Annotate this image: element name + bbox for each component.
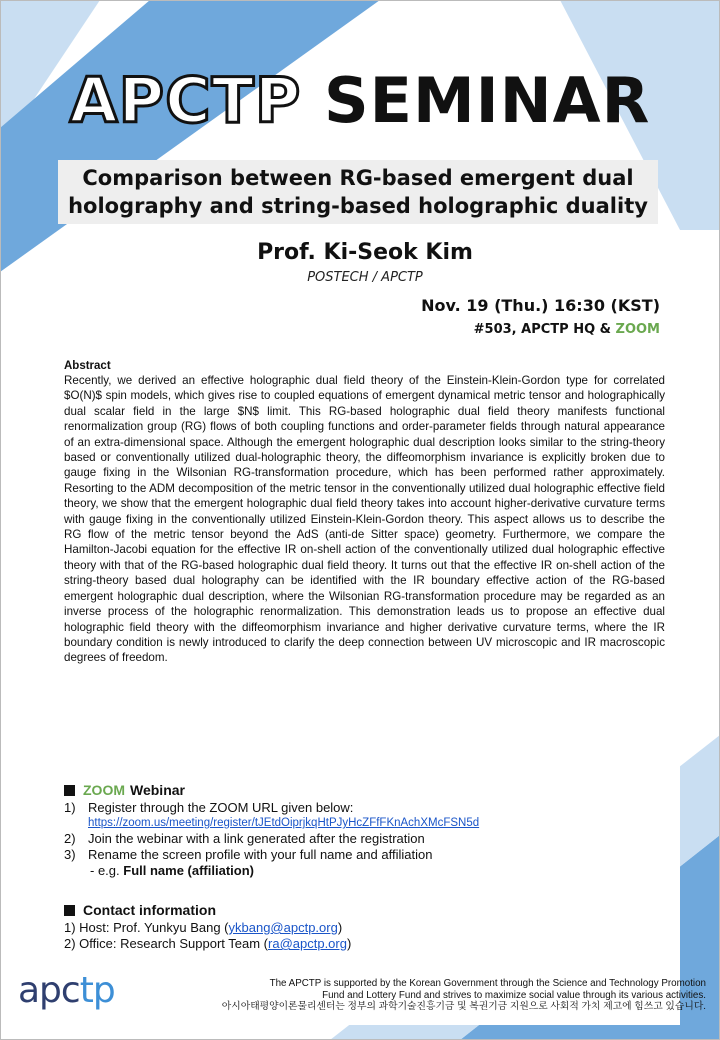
square-bullet-icon — [64, 785, 75, 796]
host-email-link[interactable]: ykbang@apctp.org — [228, 920, 338, 935]
title-seminar: SEMINAR — [323, 64, 651, 137]
webinar-step-1 — [64, 800, 624, 816]
talk-title-box — [58, 160, 658, 224]
registration-link-row — [64, 816, 624, 831]
step-number: 1) — [64, 800, 76, 815]
office-email-link[interactable]: ra@apctp.org — [268, 936, 347, 951]
webinar-heading — [64, 782, 624, 798]
abstract-text: Recently, we derived an effective holographic dual field theory of the Einstein-Klein-Gordon type for correlated $O(N)$ spin models, which gives rise to coupled equations of emergent dynamical metric tensor and holographically dual scalar field in the large $N$ limit. This RG-based holographic dual field theory manifests functional renormalization group (RG) flows of both coupling functions and order-parameter fields through natural appearance of an extra-dimensional space. Although the emergent holographic dual description looks similar to the string-theory based or conventionally utilized dual-holographic theory, the diffeomorphism invariance is explicitly broken due to gauge fixing in the Wilsonian RG-transformation procedure, which has been performed rather approximately. Resorting to the ADM decomposition of the metric tensor in the conventionally utilized dual holographic effective field theory, we show that the emergent holographic dual field theory takes into account higher-derivative curvature terms with gauge fixing in the conventionally utilized Einstein-Klein-Gordon theory. This aspect allows us to describe the RG flow of the metric tensor beyond the AdS (anti-de Sitter space) geometry. Furthermore, we compare the Hamilton-Jacobi equation for the effective IR on-shell action of the conventionally utilized dual holographic effective theory with that of the RG-based holographic dual field theory. It turns out that the effective IR on-shell action of the string-theory based dual holography can be identified with the IR boundary effective action of the RG-based emergent holographic dual description, where the Wilsonian RG-transformation procedure may be regarded as an inverse process of the holographic renormalization. This demonstration leads us to propose an effective dual holographic field theory with the diffeomorphism invariance and higher derivative curvature terms, where the IR boundary condition is newly introduced to clarify the deep connection between UV microscopic and IR macroscopic degrees of freedom. — [64, 374, 665, 665]
footer-line-3: 아시아태평양이론물리센터는 정부의 과학기술진흥기금 및 복권기금 지원으로 사회적 가치 제고에 힘쓰고 있습니다. — [221, 1001, 706, 1012]
webinar-zoom-word: ZOOM — [83, 782, 125, 798]
abstract-heading: Abstract — [64, 360, 111, 372]
venue-location: #503, APCTP HQ & — [473, 322, 616, 337]
poster-title — [0, 64, 720, 137]
step-number: 2) — [64, 831, 76, 846]
title-apctp: APCTP — [69, 64, 302, 137]
webinar-step-2 — [64, 831, 624, 847]
talk-title: Comparison between RG-based emergent dual holography and string-based holographic duality — [68, 166, 648, 218]
talk-venue — [474, 322, 660, 337]
example-prefix: - e.g. — [90, 863, 124, 878]
host-prefix: 1) Host: Prof. Yunkyu Bang ( — [64, 920, 229, 935]
apctp-logo — [18, 970, 115, 1011]
footer-line-2: Fund and Lottery Fund and strives to maximize social value through its various activities. — [322, 989, 706, 1001]
step-number: 3) — [64, 847, 76, 862]
speaker-affiliation: POSTECH / APCTP — [307, 270, 423, 285]
footer-line-1: The APCTP is supported by the Korean Government through the Science and Technology Promotion — [269, 978, 706, 989]
venue-zoom: ZOOM — [615, 322, 660, 337]
step-text: Join the webinar with a link generated after the registration — [88, 831, 425, 846]
contact-office — [64, 936, 624, 952]
registration-link[interactable]: https://zoom.us/meeting/register/tJEtdOiprjkqHtPJyHcZFfFKnAchXMcFSN5d — [88, 817, 480, 829]
support-footer — [150, 978, 706, 1013]
speaker-name: Prof. Ki-Seok Kim — [257, 240, 473, 265]
office-suffix: ) — [346, 936, 352, 951]
webinar-section — [64, 782, 624, 879]
example-format: Full name (affiliation) — [123, 863, 254, 878]
office-prefix: 2) Office: Research Support Team ( — [64, 936, 269, 951]
step-text: Register through the ZOOM URL given below: — [88, 800, 354, 815]
contact-section — [64, 902, 624, 952]
logo-apc: apc — [18, 970, 80, 1011]
contact-host — [64, 920, 624, 936]
contact-heading-text: Contact information — [83, 902, 216, 918]
step-text: Rename the screen profile with your full name and affiliation — [88, 847, 433, 862]
webinar-step-3 — [64, 847, 624, 863]
talk-datetime: Nov. 19 (Thu.) 16:30 (KST) — [421, 296, 660, 315]
contact-heading — [64, 902, 624, 918]
host-suffix: ) — [337, 920, 343, 935]
abstract-section — [64, 360, 665, 666]
webinar-heading-text: Webinar — [130, 782, 185, 798]
square-bullet-icon — [64, 905, 75, 916]
profile-example — [64, 863, 624, 879]
logo-tp: tp — [79, 970, 115, 1011]
